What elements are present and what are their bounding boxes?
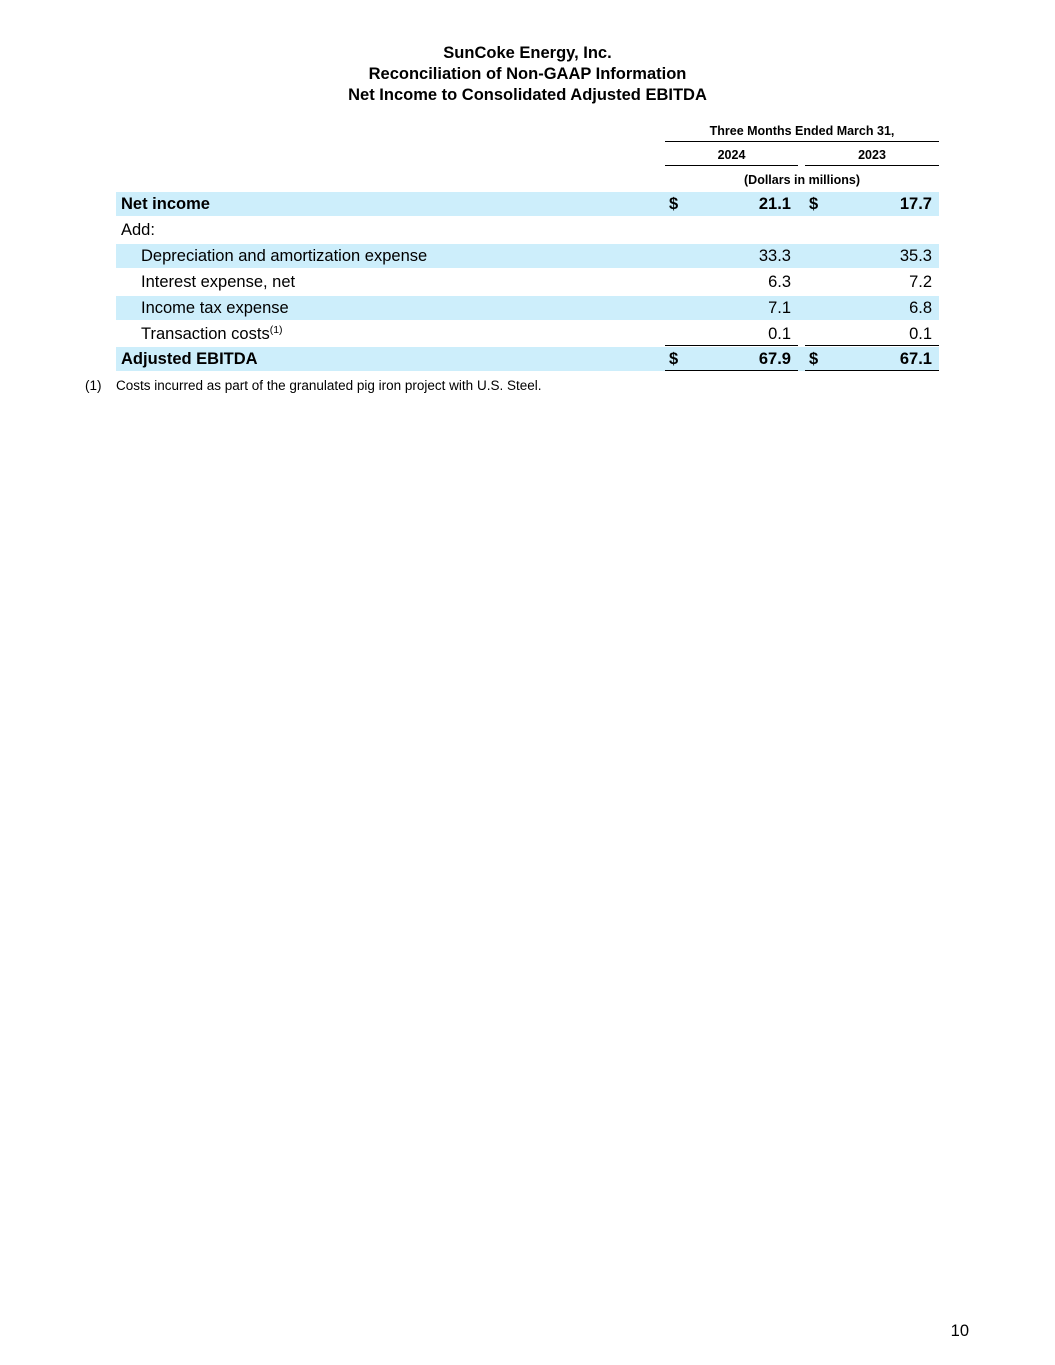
- row-label-wrap: [141, 322, 283, 346]
- total-rule-2024: [665, 370, 798, 371]
- row-label: Depreciation and amortization expense: [141, 247, 428, 265]
- total-rule-2023: [805, 370, 939, 371]
- currency-symbol: $: [669, 350, 679, 368]
- currency-symbol: $: [669, 195, 679, 213]
- table-row-add: [116, 218, 939, 242]
- row-label: Adjusted EBITDA: [121, 350, 258, 368]
- value-2024: 21.1: [758, 195, 791, 213]
- value-2023: 7.2: [909, 273, 932, 291]
- value-2023: 35.3: [899, 247, 932, 265]
- footnote-marker: (1): [85, 378, 102, 393]
- value-2024: 0.1: [768, 325, 791, 343]
- units-header: (Dollars in millions): [744, 173, 860, 187]
- subtotal-rule-2024: [665, 345, 798, 346]
- page-number: 10: [950, 1322, 969, 1340]
- row-label: Interest expense, net: [141, 273, 296, 291]
- value-2023: 67.1: [899, 350, 932, 368]
- footnote-reference: (1): [269, 324, 283, 336]
- table-row-income-tax: [116, 296, 939, 320]
- table-row-interest-expense: [116, 270, 939, 294]
- table-row-depreciation: [116, 244, 939, 268]
- row-label: Net income: [121, 195, 210, 213]
- currency-symbol: $: [809, 350, 819, 368]
- row-label: Transaction costs: [141, 325, 270, 343]
- company-name: SunCoke Energy, Inc.: [443, 44, 612, 62]
- period-header: Three Months Ended March 31,: [665, 124, 939, 142]
- value-2024: 67.9: [758, 350, 791, 368]
- table-row-transaction-costs: [116, 322, 939, 346]
- row-label: Add:: [121, 221, 155, 239]
- value-2023: 6.8: [909, 299, 932, 317]
- year-header-2023: 2023: [805, 148, 939, 166]
- document-title-block: [0, 43, 1055, 106]
- report-subtitle: Reconciliation of Non-GAAP Information: [368, 65, 687, 83]
- row-label: Income tax expense: [141, 299, 289, 317]
- value-2024: 6.3: [768, 273, 791, 291]
- table-row-adjusted-ebitda: [116, 347, 939, 371]
- footnote-text: Costs incurred as part of the granulated pig iron project with U.S. Steel.: [116, 378, 542, 393]
- currency-symbol: $: [809, 195, 819, 213]
- table-row-net-income: [116, 192, 939, 216]
- value-2023: 0.1: [909, 325, 932, 343]
- year-header-2024: 2024: [665, 148, 798, 166]
- subtotal-rule-2023: [805, 345, 939, 346]
- value-2023: 17.7: [899, 195, 932, 213]
- report-title: Net Income to Consolidated Adjusted EBITDA: [348, 86, 707, 104]
- value-2024: 33.3: [758, 247, 791, 265]
- value-2024: 7.1: [768, 299, 791, 317]
